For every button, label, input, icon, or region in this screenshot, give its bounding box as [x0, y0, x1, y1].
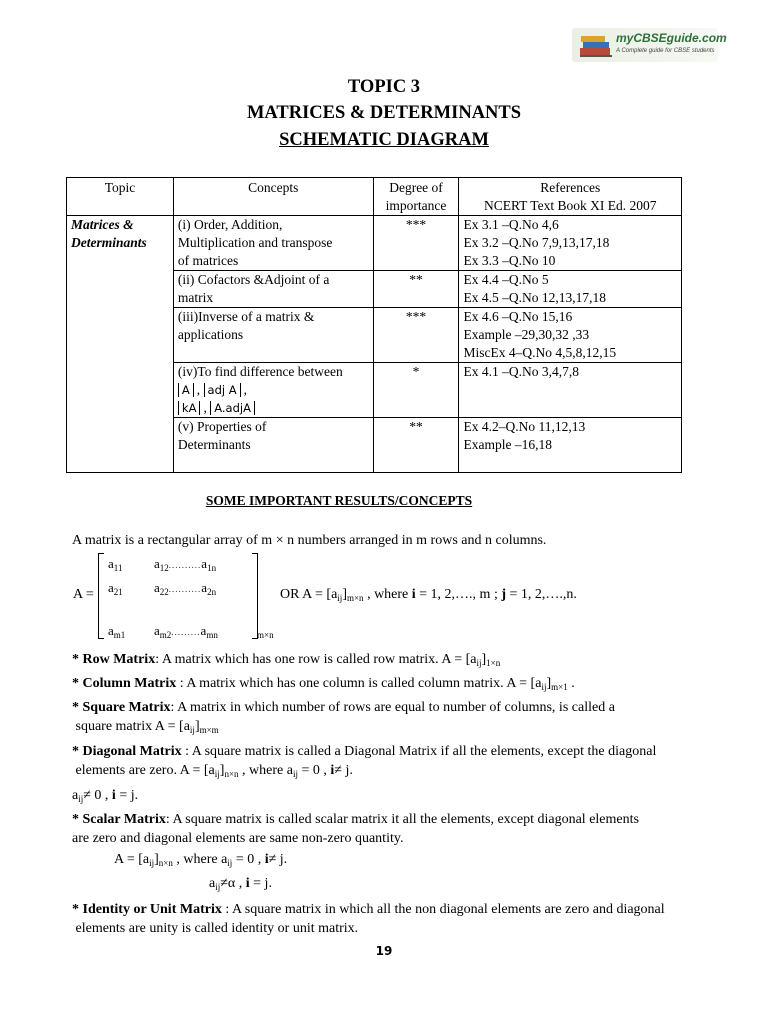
matrix-entry: $a_{m1}$ — [108, 623, 126, 640]
concept-cell: (v) Properties of Determinants — [173, 418, 373, 473]
matrix-left-bracket — [98, 553, 104, 639]
degree-cell: * — [373, 363, 459, 418]
matrix-right-bracket — [252, 553, 258, 639]
det-a: A — [178, 383, 194, 397]
diagonal-matrix-condition: $a_{ij}\ne 0$ , i = j. — [72, 788, 139, 804]
degree-cell: ** — [373, 418, 459, 473]
header-topic: Topic — [67, 178, 174, 216]
logo-brand: myCBSEguide.com — [616, 31, 727, 45]
reference-cell: Ex 4.4 –Q.No 5 Ex 4.5 –Q.No 12,13,17,18 — [459, 271, 682, 308]
det-ka: kA — [178, 401, 201, 415]
row-matrix-def: * Row Matrix: A matrix which has one row is called row matrix. $A = [a_{ij}]_{1\times n}$ — [72, 652, 501, 668]
matrix-order: m×n — [257, 630, 274, 640]
matrix-entry: $a_{12}..........a_{1n}$ — [154, 556, 217, 573]
matrix-entry: $a_{21}$ — [108, 580, 123, 597]
general-matrix — [98, 553, 258, 639]
concept-cell: (iii)Inverse of a matrix & applications — [173, 308, 373, 363]
scalar-matrix-formula: $A = [a_{ij}]_{n\times n}$ , where $a_{ij} = 0$ , i≠ j. — [114, 852, 288, 868]
degree-cell: *** — [373, 216, 459, 271]
square-matrix-def: * Square Matrix: A matrix in which number of rows are equal to number of columns, is called a square matrix $A = [a_{ij}]_{m\times m}$ — [72, 700, 615, 735]
diagonal-matrix-def: * Diagonal Matrix : A square matrix is called a Diagonal Matrix if all the elements, except the diagonal elements are zero. $A = [a_{ij}]_{n\times n}$ , where $a_{ij} = 0$ , i≠ j. — [72, 744, 657, 779]
reference-cell: Ex 3.1 –Q.No 4,6 Ex 3.2 –Q.No 7,9,13,17,18 Ex 3.3 –Q.No 10 — [459, 216, 682, 271]
header-references: References NCERT Text Book XI Ed. 2007 — [459, 178, 682, 216]
matrix-entry: $a_{11}$ — [108, 556, 123, 573]
header-degree: Degree of importance — [373, 178, 459, 216]
logo-tagline: A Complete guide for CBSE students — [616, 48, 715, 54]
column-matrix-def: * Column Matrix : A matrix which has one column is called column matrix. $A = [a_{ij}]_{m\times 1}$ . — [72, 676, 575, 692]
scalar-matrix-condition: $a_{ij}\ne\alpha$ , i = j. — [209, 876, 272, 892]
schematic-table — [66, 177, 682, 473]
page-number: 19 — [375, 944, 393, 958]
page-subtitle: SCHEMATIC DIAGRAM — [279, 130, 489, 150]
scalar-matrix-def: * Scalar Matrix: A square matrix is called scalar matrix it all the elements, except diagonal elements are zero and diagonal elements are same non-zero quantity. — [72, 812, 639, 846]
matrix-alt-notation: OR $A = [a_{ij}]_{m\times n}$ , where i = 1, 2,…., m ; j = 1, 2,….,n. — [280, 587, 577, 603]
reference-cell: Ex 4.2–Q.No 11,12,13 Example –16,18 — [459, 418, 682, 473]
table-header-row — [67, 178, 682, 216]
site-logo — [572, 28, 727, 62]
det-a-adj-a: A.adjA — [210, 401, 255, 415]
degree-cell: *** — [373, 308, 459, 363]
topic-cell: Matrices & Determinants — [67, 216, 174, 473]
books-icon — [578, 32, 614, 58]
table-row — [67, 216, 682, 271]
page-title: MATRICES & DETERMINANTS — [246, 103, 522, 123]
degree-cell: ** — [373, 271, 459, 308]
identity-matrix-def: * Identity or Unit Matrix : A square matrix in which all the non diagonal elements are zero and diagonal elements are unity is called identity or unit matrix. — [72, 902, 665, 936]
matrix-label: A = — [73, 587, 94, 602]
det-adj-a: adj A — [204, 383, 241, 397]
concept-cell: (iv)To find difference between A , adj A , kA , A.adjA — [173, 363, 373, 418]
header-concepts: Concepts — [173, 178, 373, 216]
reference-cell: Ex 4.1 –Q.No 3,4,7,8 — [459, 363, 682, 418]
concept-cell: (ii) Cofactors &Adjoint of a matrix — [173, 271, 373, 308]
section-title: SOME IMPORTANT RESULTS/CONCEPTS — [205, 493, 473, 508]
intro-text: A matrix is a rectangular array of m × n numbers arranged in m rows and n columns. — [72, 533, 547, 548]
matrix-entry: $a_{22}..........a_{2n}$ — [154, 580, 217, 597]
concept-cell: (i) Order, Addition, Multiplication and transpose of matrices — [173, 216, 373, 271]
matrix-entry: $a_{m2}.........a_{mn}$ — [154, 623, 218, 640]
reference-cell: Ex 4.6 –Q.No 15,16 Example –29,30,32 ,33 MiscEx 4–Q.No 4,5,8,12,15 — [459, 308, 682, 363]
topic-heading: TOPIC 3 — [347, 77, 421, 97]
